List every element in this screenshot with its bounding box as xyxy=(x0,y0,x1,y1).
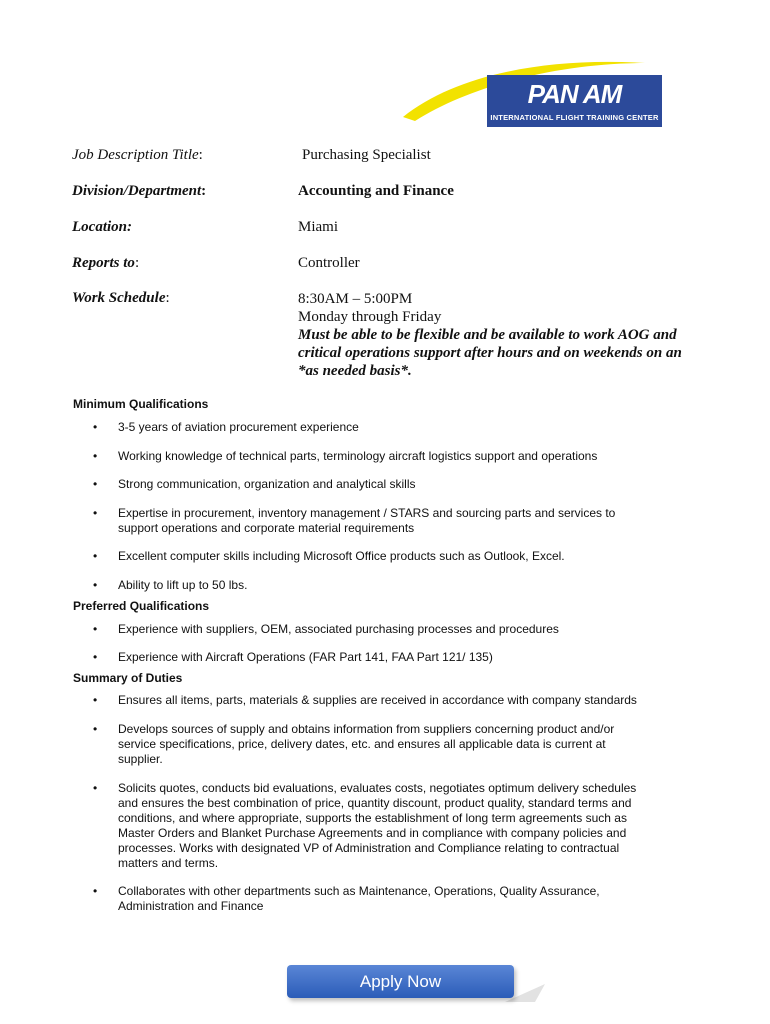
bullet-icon: • xyxy=(93,549,98,563)
work-schedule-value xyxy=(298,290,698,380)
bullet-icon: • xyxy=(93,781,98,795)
minimum-qualifications-heading: Minimum Qualifications xyxy=(73,397,209,411)
logo-sub-text: INTERNATIONAL FLIGHT TRAINING CENTER xyxy=(490,113,659,122)
bullet-icon: • xyxy=(93,884,98,898)
bullet-icon: • xyxy=(93,449,98,463)
bullet-icon: • xyxy=(93,578,98,592)
bullet-icon: • xyxy=(93,722,98,736)
reports-to-value: Controller xyxy=(298,255,360,271)
bullet-icon: • xyxy=(93,650,98,664)
logo-wordmark xyxy=(487,75,662,127)
location-label: Location: xyxy=(72,219,132,235)
division-value: Accounting and Finance xyxy=(298,183,454,199)
reports-to-label: Reports to: xyxy=(72,255,140,271)
schedule-hours: 8:30AM – 5:00PM xyxy=(298,291,413,307)
panam-logo xyxy=(395,55,675,135)
apply-now-button[interactable]: Apply Now xyxy=(287,965,514,998)
division-label: Division/Department: xyxy=(72,183,207,199)
summary-of-duties-heading: Summary of Duties xyxy=(73,671,183,685)
bullet-icon: • xyxy=(93,420,98,434)
bullet-icon: • xyxy=(93,477,98,491)
work-schedule-label: Work Schedule: xyxy=(72,290,170,306)
bullet-icon: • xyxy=(93,622,98,636)
job-title-value: Purchasing Specialist xyxy=(302,147,431,163)
preferred-qualifications-heading: Preferred Qualifications xyxy=(73,599,210,613)
logo-main-text: PAN AM xyxy=(527,79,622,109)
job-title-label: Job Description Title: xyxy=(72,147,203,163)
schedule-note: Must be able to be flexible and be available to work AOG and critical operations support after hours and on weekends on an *as needed basis*. xyxy=(298,327,682,379)
bullet-icon: • xyxy=(93,506,98,520)
schedule-days: Monday through Friday xyxy=(298,309,442,325)
location-value: Miami xyxy=(298,219,338,235)
bullet-icon: • xyxy=(93,693,98,707)
